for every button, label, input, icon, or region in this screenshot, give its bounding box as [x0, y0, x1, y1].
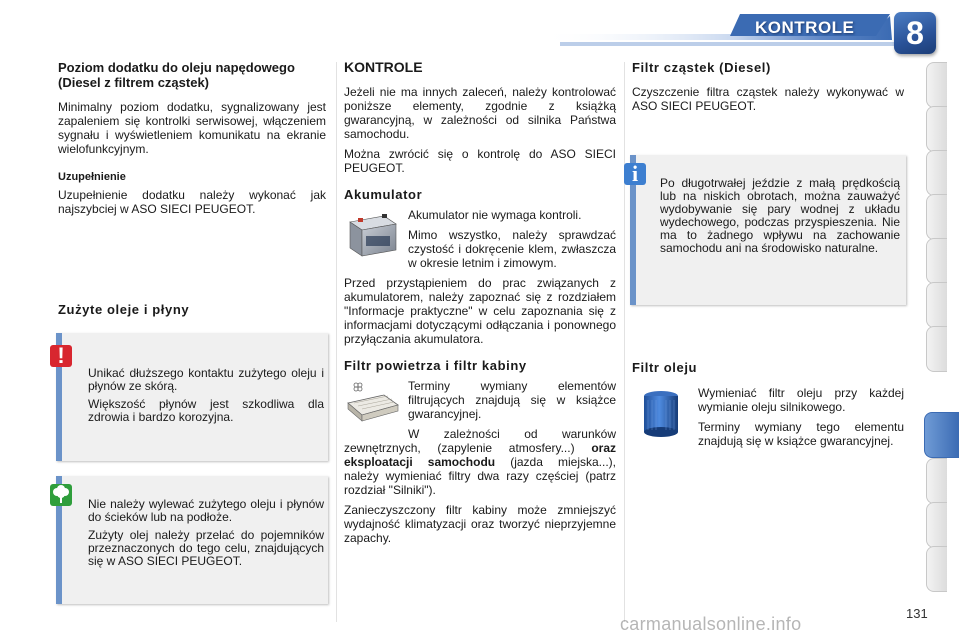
oil-filter-paragraph: Wymieniać filtr oleju przy każdej wymianie oleju silnikowego.	[698, 386, 904, 414]
refill-subheading: Uzupełnienie	[58, 171, 126, 183]
oil-filter-heading: Filtr oleju	[632, 360, 698, 375]
battery-heading: Akumulator	[344, 187, 423, 202]
chapter-tab-active[interactable]	[924, 412, 959, 458]
battery-paragraph: Przed przystąpieniem do prac związanych z akumulatorem, należy zapoznać się z rozdziałem "Informacje praktyczne" w celu zapoznania się z informacjami dotyczącymi odłączania i ponownego przyłączania akumulatora.	[344, 276, 616, 346]
additive-heading: Poziom dodatku do oleju napędowego (Diesel z filtrem cząstek)	[58, 60, 295, 90]
chapter-tab[interactable]	[926, 62, 947, 108]
filter-paragraph: Zanieczyszczony filtr kabiny może zmniejszyć wydajność klimatyzacji oraz tworzyć nieprzyjemne zapachy.	[344, 503, 616, 545]
header-bar	[0, 0, 960, 52]
filter-heading: Filtr powietrza i filtr kabiny	[344, 358, 527, 373]
oil-filter-paragraph: Terminy wymiany tego elementu znajdują się w książce gwarancyjnej.	[698, 420, 904, 448]
battery-paragraph: Mimo wszystko, należy sprawdzać czystość i dokręcenie klem, zwłaszcza w okresie letnim i zimowym.	[408, 228, 616, 270]
chapter-tab[interactable]	[926, 546, 947, 592]
eco-tree-icon	[50, 484, 72, 506]
page-number: 131	[906, 606, 928, 621]
filter-paragraph	[344, 427, 616, 497]
info-text: Po długotrwałej jeździe z małą prędkością lub na niskich obrotach, można zauważyć wydobywanie się pary wodnej z układu wydechowego, podczas przyspieszenia. Nie ma to żadnego wpływu na zachowanie samochodu ani na środowisko naturalne.	[660, 176, 900, 255]
section-title: KONTROLE	[755, 18, 855, 37]
column-checks	[344, 60, 616, 551]
filter-paragraph: Terminy wymiany elementów filtrujących znajdują się w książce gwarancyjnej.	[408, 379, 616, 421]
particle-filter-paragraph: Czyszczenie filtra cząstek należy wykonywać w ASO SIECI PEUGEOT.	[632, 85, 904, 113]
chapter-tab[interactable]	[926, 458, 947, 504]
chapter-number-badge: 8	[894, 12, 936, 54]
warning-text: Unikać dłuższego kontaktu zużytego oleju i płynów ze skórą.	[88, 366, 324, 393]
chapter-tab[interactable]	[926, 326, 947, 372]
battery-paragraph: Akumulator nie wymaga kontroli.	[408, 208, 582, 222]
air-filter-image	[344, 379, 400, 429]
chapter-tab[interactable]	[926, 194, 947, 240]
checks-heading: KONTROLE	[344, 59, 423, 75]
info-box	[630, 155, 906, 305]
chapter-tab[interactable]	[926, 150, 947, 196]
warning-icon: !	[50, 345, 72, 367]
checks-paragraph: Jeżeli nie ma innych zaleceń, należy kontrolować poniższe elementy, zgodnie z książką gwarancyjną, w zależności od silnika Państwa samochodu.	[344, 85, 616, 141]
battery-image	[344, 208, 400, 260]
environment-text: Nie należy wylewać zużytego oleju i płynów do ścieków lub na podłoże.	[88, 497, 324, 524]
oil-filter-image	[632, 386, 690, 442]
chapter-tab[interactable]	[926, 238, 947, 284]
column-divider	[624, 62, 625, 622]
warning-text: Większość płynów jest szkodliwa dla zdrowia i bardzo korozyjna.	[88, 397, 324, 424]
oil-filter-section	[632, 386, 904, 454]
filter-text: W zależności od warunków zewnętrznych, (zapylenie atmosfery...)	[344, 427, 616, 455]
watermark[interactable]: carmanualsonline.info	[620, 614, 802, 634]
particle-filter-heading: Filtr cząstek (Diesel)	[632, 60, 771, 75]
refill-paragraph: Uzupełnienie dodatku należy wykonać jak najszybciej w ASO SIECI PEUGEOT.	[58, 188, 326, 216]
environment-box	[56, 476, 328, 604]
info-icon: i	[624, 163, 646, 185]
chapter-tab[interactable]	[926, 502, 947, 548]
warning-box	[56, 333, 328, 461]
additive-paragraph: Minimalny poziom dodatku, sygnalizowany jest zapaleniem się kontrolki serwisowej, włączeniem sygnału i wyświetleniem komunikatu na ekranie wielofunkcyjnym.	[58, 100, 326, 156]
chapter-tabs	[926, 62, 960, 582]
environment-text: Zużyty olej należy przelać do pojemników przeznaczonych do tego celu, znajdujących się w ASO SIECI PEUGEOT.	[88, 528, 324, 568]
used-oils-heading: Zużyte oleje i płyny	[58, 302, 190, 317]
filter-text-bold: oraz eksploatacji samochodu	[344, 441, 616, 469]
column-additive	[58, 60, 326, 317]
filter-text: (jazda miejska...), należy wymieniać filtry dwa razy częściej (patrz rozdział "Silniki").	[344, 455, 616, 497]
chapter-tab[interactable]	[926, 282, 947, 328]
chapter-tab[interactable]	[926, 106, 947, 152]
column-divider	[336, 62, 337, 622]
checks-paragraph: Można zwrócić się o kontrolę do ASO SIECI PEUGEOT.	[344, 147, 616, 175]
